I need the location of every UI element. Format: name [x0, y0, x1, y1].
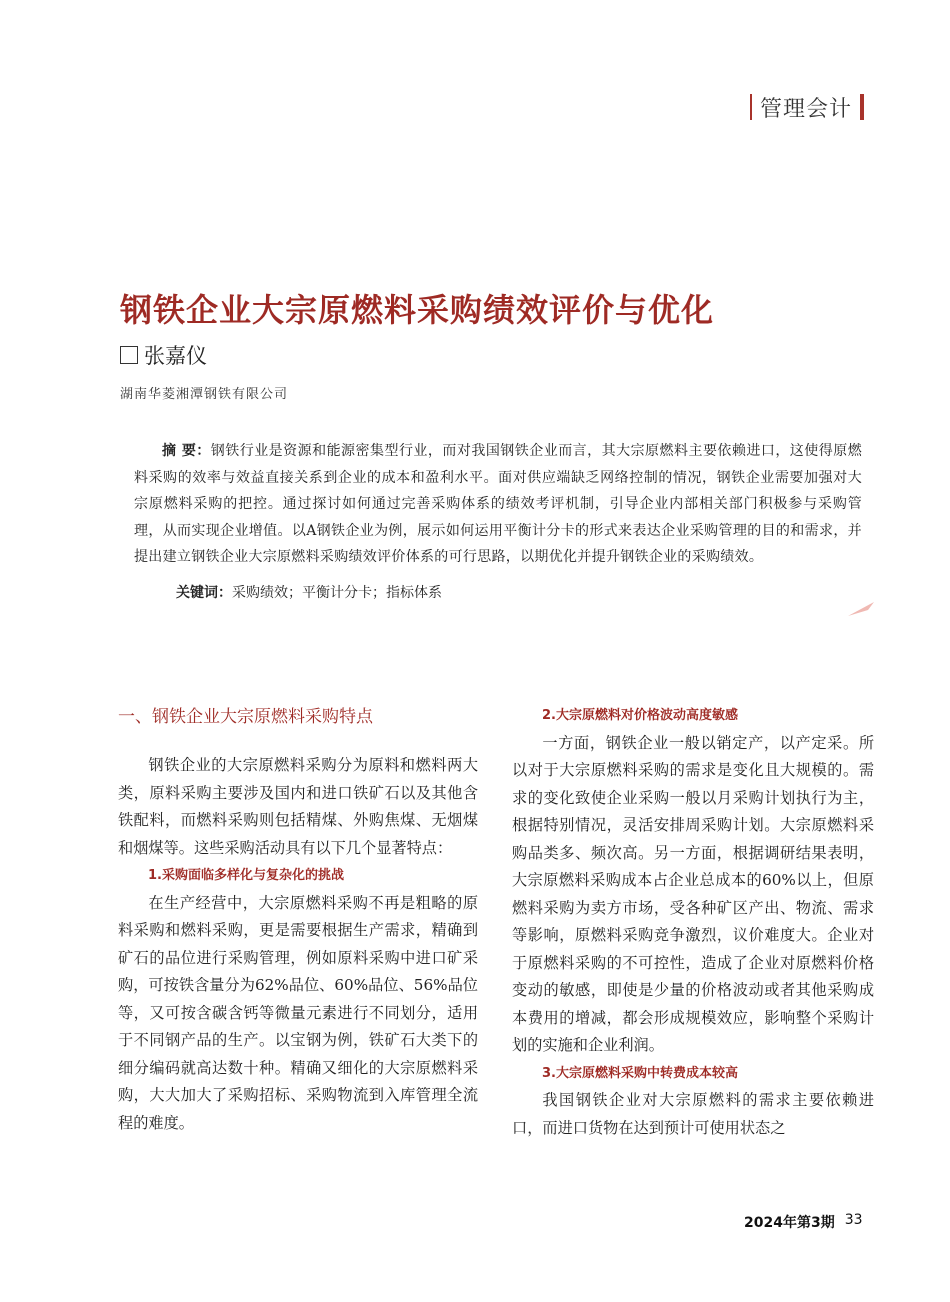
subheading-1: 1.采购面临多样化与复杂化的挑战	[148, 868, 344, 883]
page-number: 33	[844, 1212, 863, 1228]
issue-label: 2024年第3期	[744, 1215, 835, 1231]
keywords-text: 采购绩效；平衡计分卡；指标体系	[232, 585, 442, 601]
abstract	[134, 438, 862, 571]
decorative-arrow-icon	[846, 598, 876, 618]
keywords-label: 关键词：	[176, 585, 232, 601]
subheading-2: 2.大宗原燃料对价格波动高度敏感	[542, 708, 738, 723]
subsection-2-paragraph: 一方面，钢铁企业一般以销定产，以产定采。所以对于大宗原燃料采购的需求是变化且大规模的。需求的变化致使企业采购一般以月采购计划执行为主，根据特别情况，灵活安排周采购计划。大宗原燃料采购品类多、频次高。另一方面，根据调研结果表明，大宗原燃料采购成本占企业总成本的60%以上，但原燃料采购为卖方市场，受各种矿区产出、物流、需求等影响，原燃料采购竞争激烈，议价难度大。企业对于原燃料采购的不可控性，造成了企业对原燃料价格变动的敏感，即使是少量的价格波动或者其他采购成本费用的增减，都会形成规模效应，影响整个采购计划的实施和企业利润。	[512, 733, 874, 1054]
subsection-1-paragraph: 在生产经营中，大宗原燃料采购不再是粗略的原料采购和燃料采购，更是需要根据生产需求，精确到矿石的品位进行采购管理，例如原料采购中进口矿采购，可按铁含量分为62%品位、60%品位、56%品位等，又可按含碳含钙等微量元素进行不同划分，适用于不同钢产品的生产。以宝钢为例，铁矿石大类下的细分编码就高达数十种。精确又细化的大宗原燃料采购，大大加大了采购招标、采购物流到入库管理全流程的难度。	[118, 893, 478, 1132]
author-name: 张嘉仪	[144, 344, 207, 368]
subsection-3-paragraph: 我国钢铁企业对大宗原燃料的需求主要依赖进口，而进口货物在达到预计可使用状态之	[512, 1091, 874, 1137]
right-column	[512, 700, 874, 1142]
author-box-icon	[120, 346, 138, 364]
intro-paragraph: 钢铁企业的大宗原燃料采购分为原料和燃料两大类，原料采购主要涉及国内和进口铁矿石以及其他含铁配料，而燃料采购则包括精煤、外购焦煤、无烟煤和烟煤等。这些采购活动具有以下几个显著特点：	[118, 756, 478, 857]
page-footer	[744, 1212, 863, 1232]
column-tag	[750, 92, 864, 122]
left-column	[118, 700, 478, 1137]
section-heading: 一、钢铁企业大宗原燃料采购特点	[118, 707, 373, 727]
author-line	[120, 340, 207, 370]
abstract-text: 钢铁行业是资源和能源密集型行业，而对我国钢铁企业而言，其大宗原燃料主要依赖进口，这使得原燃料采购的效率与效益直接关系到企业的成本和盈利水平。面对供应端缺乏网络控制的情况，钢铁企业需要加强对大宗原燃料采购的把控。通过探讨如何通过完善采购体系的绩效考评机制，引导企业内部相关部门积极参与采购管理，从而实现企业增值。以A钢铁企业为例，展示如何运用平衡计分卡的形式来表达企业采购管理的目的和需求，并提出建立钢铁企业大宗原燃料采购绩效评价体系的可行思路，以期优化并提升钢铁企业的采购绩效。	[134, 443, 862, 565]
column-tag-bar-left	[750, 94, 752, 120]
subheading-3: 3.大宗原燃料采购中转费成本较高	[542, 1065, 738, 1081]
affiliation: 湖南华菱湘潭钢铁有限公司	[120, 387, 289, 402]
column-tag-bar-right	[860, 94, 864, 120]
abstract-label: 摘 要：	[162, 443, 211, 459]
article-title: 钢铁企业大宗原燃料采购绩效评价与优化	[120, 291, 715, 329]
keywords	[176, 582, 442, 602]
column-tag-label: 管理会计	[760, 96, 853, 122]
